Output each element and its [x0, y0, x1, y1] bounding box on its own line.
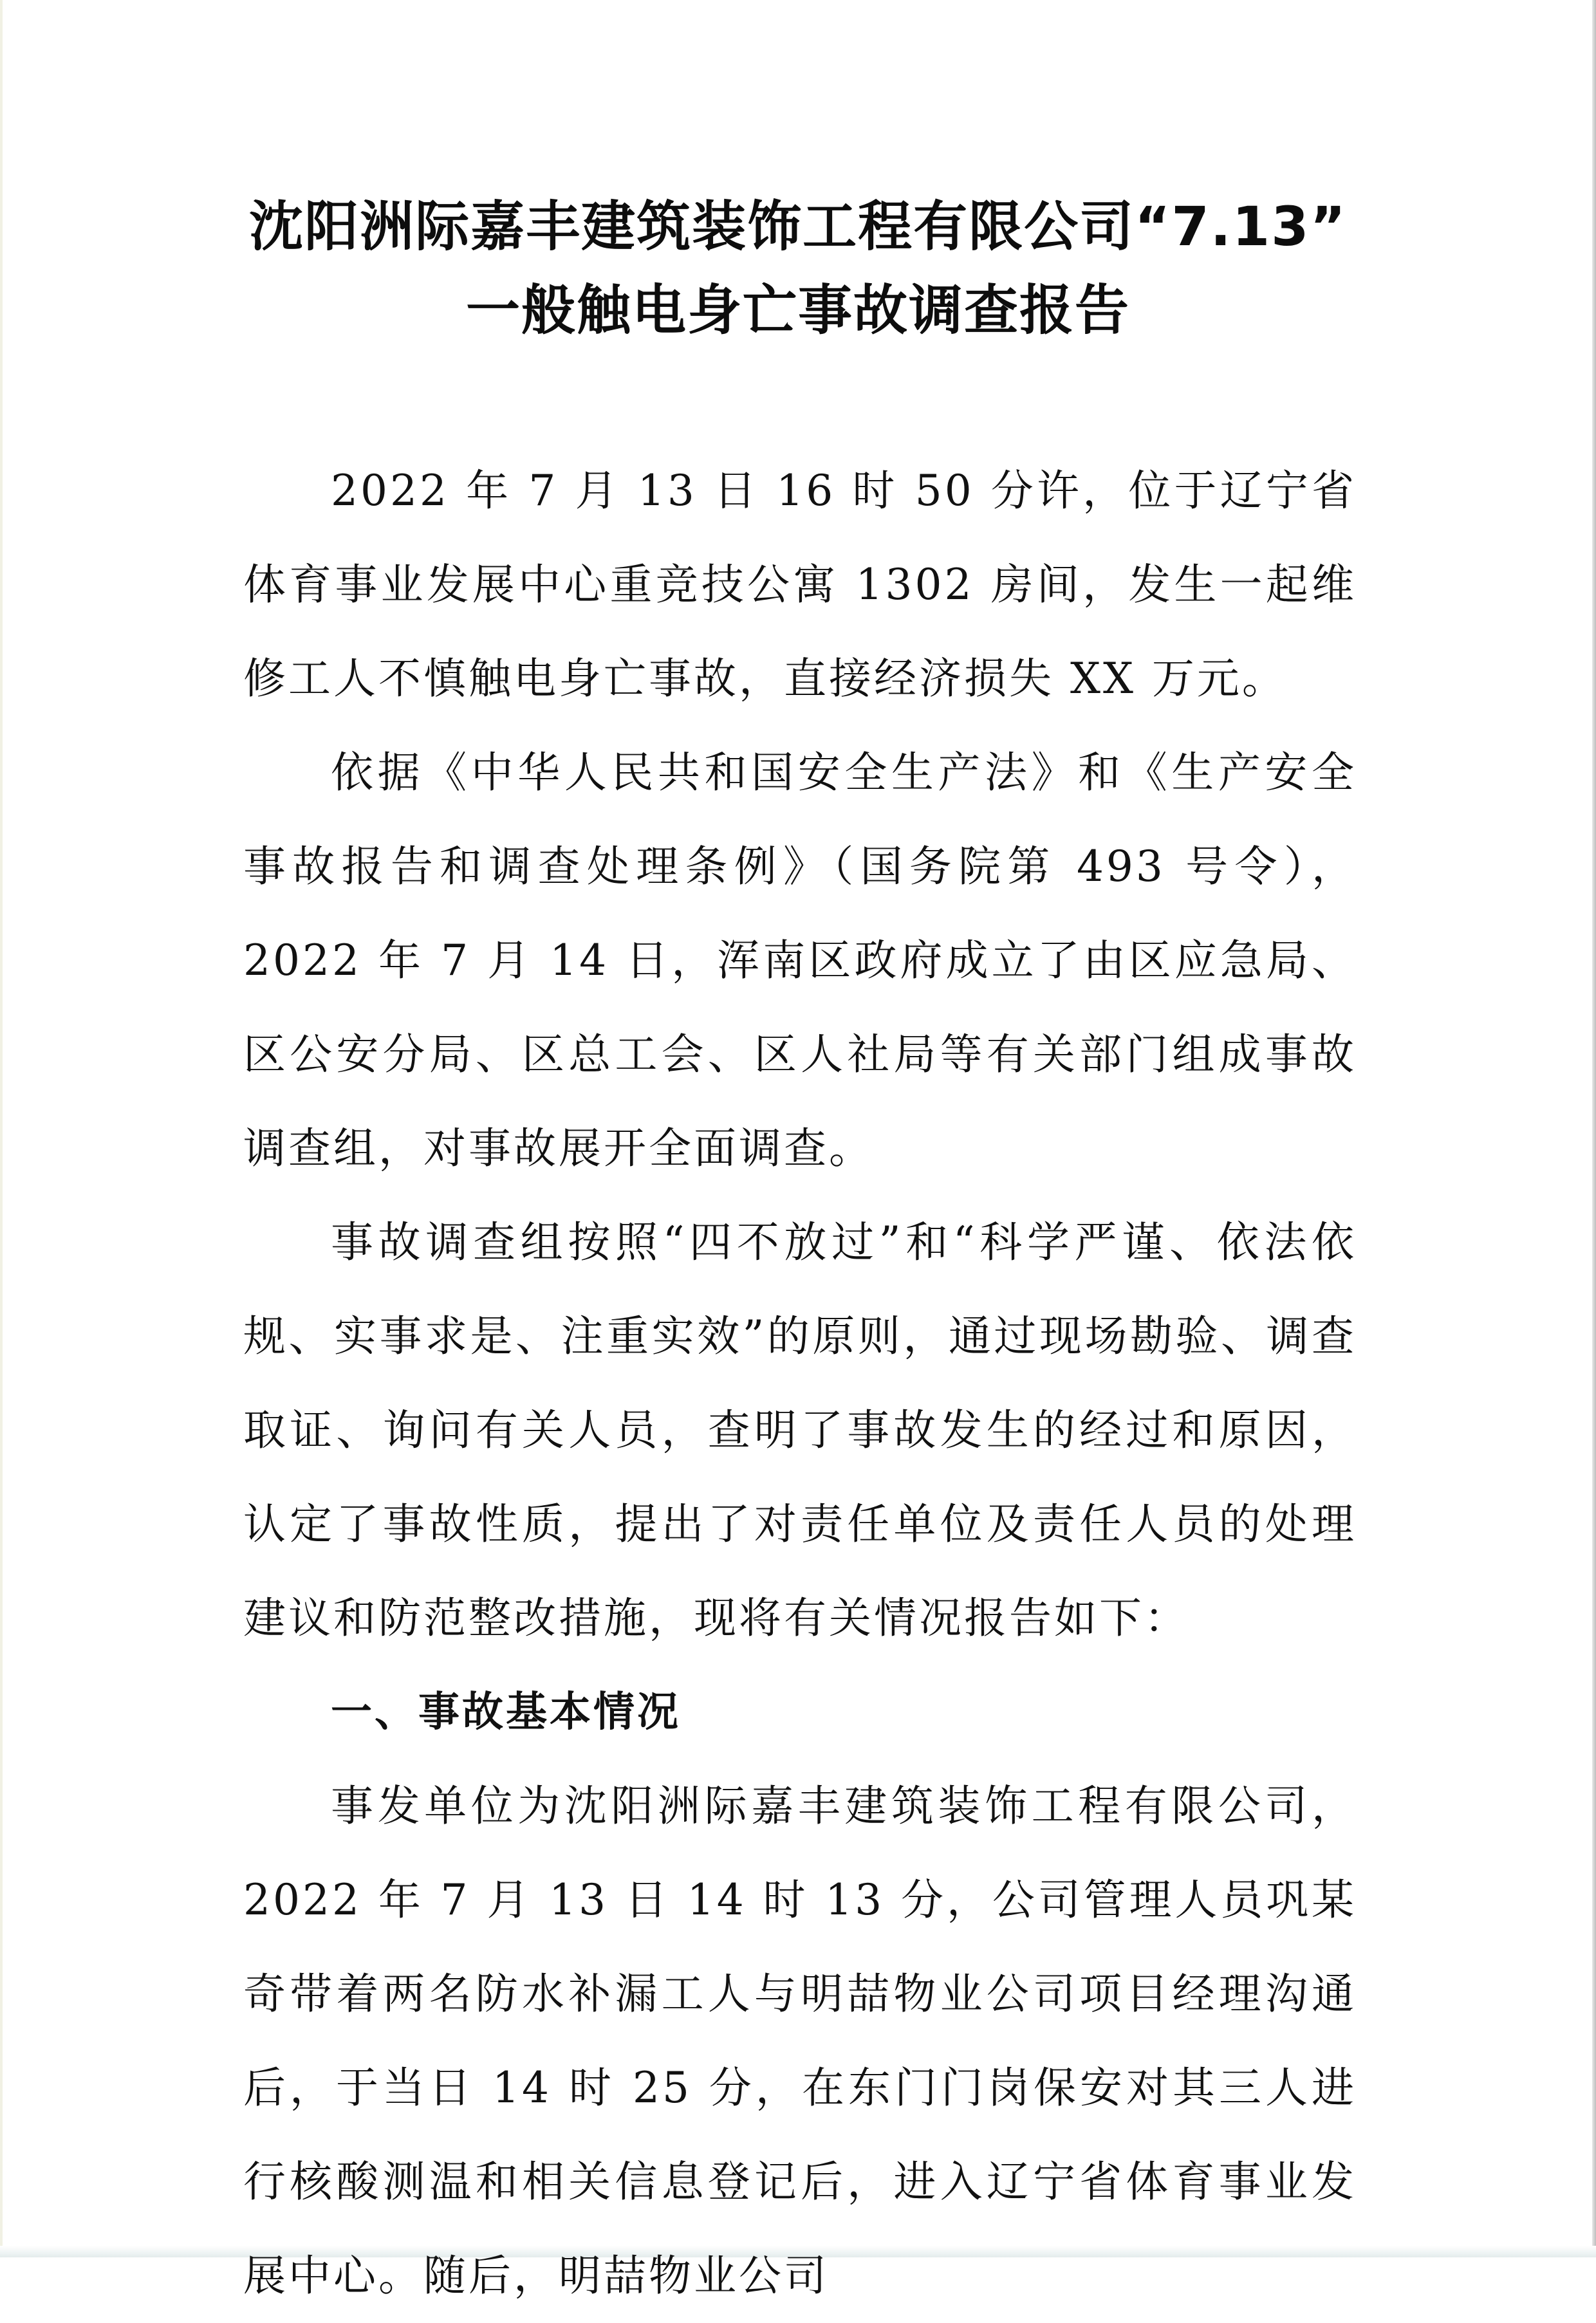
- paragraph-legal-basis: 依据《中华人民共和国安全生产法》和《生产安全事故报告和调查处理条例》（国务院第 493 号令），2022 年 7 月 14 日，浑南区政府成立了由区应急局、区公安分局、区总工会、区人社局等有关部门组成事故调查组，对事故展开全面调查。: [243, 748, 1357, 1173]
- paragraph-incident-summary: 2022 年 7 月 13 日 16 时 50 分许，位于辽宁省体育事业发展中心重竞技公寓 1302 房间，发生一起维修工人不慎触电身亡事故，直接经济损失 XX 万元。: [243, 466, 1357, 703]
- scan-edge-left: [0, 0, 3, 2257]
- report-title-line-1: 沈阳洲际嘉丰建筑装饰工程有限公司“7.13”: [249, 195, 1347, 258]
- section-heading-basic-info: 一、事故基本情况: [331, 1689, 681, 1736]
- scan-edge-right: [1592, 0, 1596, 2257]
- paragraph-investigation-principles: 事故调查组按照“四不放过”和“科学严谨、依法依规、实事求是、注重实效”的原则，通过现场勘验、调查取证、询问有关人员，查明了事故发生的经过和原因，认定了事故性质，提出了对责任单位及责任人员的处理建议和防范整改措施，现将有关情况报告如下：: [243, 1217, 1357, 1643]
- report-body: [243, 444, 1357, 2323]
- report-title-line-2: 一般触电身亡事故调查报告: [465, 279, 1130, 342]
- paragraph-incident-unit: 事发单位为沈阳洲际嘉丰建筑装饰工程有限公司，2022 年 7 月 13 日 14 时 13 分，公司管理人员巩某奇带着两名防水补漏工人与明喆物业公司项目经理沟通后，于当日 14 时 25 分，在东门门岗保安对其三人进行核酸测温和相关信息登记后，进入辽宁省体育事业发展中心。随后，明喆物业公司: [243, 1781, 1357, 2300]
